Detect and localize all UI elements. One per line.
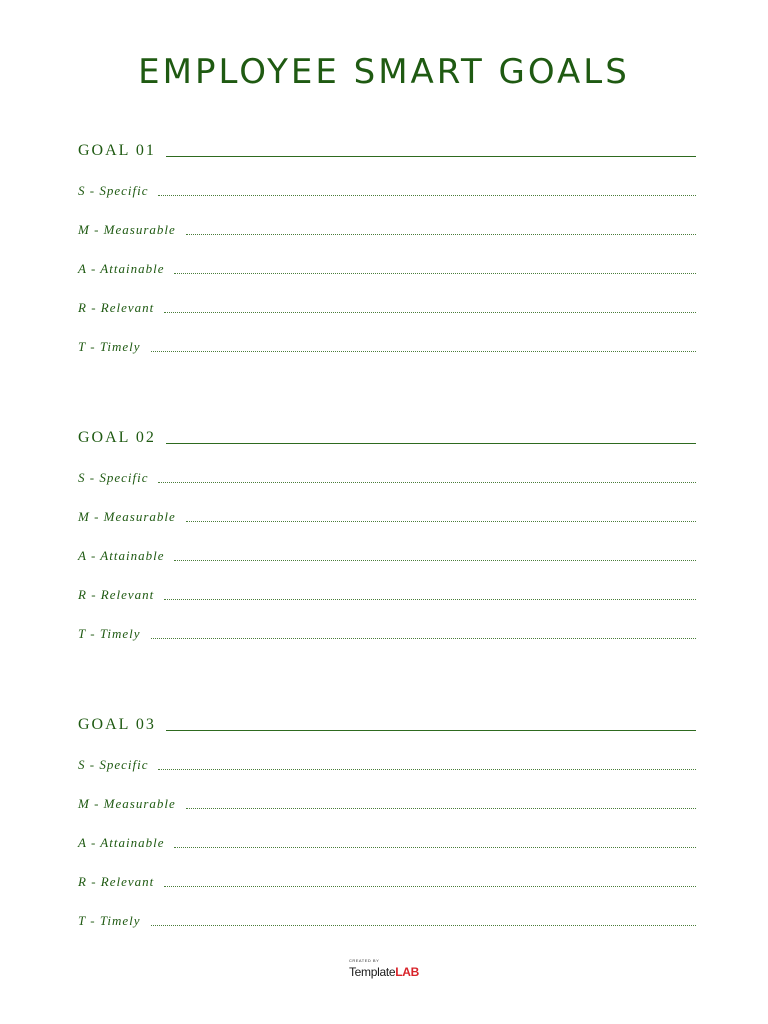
criteria-label: M - Measurable: [78, 509, 176, 524]
criteria-row-specific: [78, 177, 696, 199]
criteria-row-specific: [78, 464, 696, 486]
goal-label: GOAL 02: [78, 429, 156, 446]
goal-label: GOAL 01: [78, 142, 156, 159]
criteria-row-relevant: [78, 294, 696, 316]
criteria-row-timely: [78, 333, 696, 355]
goal-header: [78, 712, 696, 734]
criteria-label: R - Relevant: [78, 300, 155, 315]
logo-template-text: Template: [348, 965, 396, 979]
logo-wordmark: [349, 965, 419, 979]
goal-input-line[interactable]: [166, 156, 696, 157]
logo-created-by: CREATED BY: [348, 958, 380, 963]
criteria-label: S - Specific: [78, 183, 149, 198]
goal-header: [78, 425, 696, 447]
criteria-input-line[interactable]: [164, 886, 696, 887]
criteria-input-line[interactable]: [151, 925, 697, 926]
goal-section-3: [78, 712, 696, 946]
criteria-input-line[interactable]: [164, 599, 696, 600]
criteria-label: S - Specific: [78, 470, 149, 485]
page-title: EMPLOYEE SMART GOALS: [138, 52, 630, 92]
criteria-label: R - Relevant: [78, 587, 155, 602]
criteria-row-attainable: [78, 829, 696, 851]
criteria-input-line[interactable]: [186, 521, 696, 522]
goal-input-line[interactable]: [166, 443, 696, 444]
criteria-row-attainable: [78, 542, 696, 564]
goal-header: [78, 138, 696, 160]
criteria-label: S - Specific: [78, 757, 149, 772]
criteria-label: T - Timely: [78, 626, 141, 641]
criteria-row-measurable: [78, 503, 696, 525]
criteria-input-line[interactable]: [158, 769, 696, 770]
criteria-row-relevant: [78, 868, 696, 890]
criteria-label: T - Timely: [78, 913, 141, 928]
criteria-label: T - Timely: [78, 339, 141, 354]
criteria-label: M - Measurable: [78, 796, 176, 811]
criteria-input-line[interactable]: [174, 847, 696, 848]
criteria-input-line[interactable]: [174, 560, 696, 561]
goal-section-2: [78, 425, 696, 659]
goal-label: GOAL 03: [78, 716, 156, 733]
logo-wrapper: [349, 958, 419, 981]
criteria-row-timely: [78, 907, 696, 929]
criteria-label: R - Relevant: [78, 874, 155, 889]
criteria-input-line[interactable]: [151, 351, 697, 352]
criteria-input-line[interactable]: [158, 482, 696, 483]
criteria-row-measurable: [78, 216, 696, 238]
templatelab-logo: [0, 958, 768, 981]
criteria-row-attainable: [78, 255, 696, 277]
criteria-input-line[interactable]: [186, 808, 696, 809]
criteria-input-line[interactable]: [174, 273, 696, 274]
logo-lab-text: LAB: [395, 965, 420, 979]
criteria-row-timely: [78, 620, 696, 642]
criteria-row-relevant: [78, 581, 696, 603]
criteria-label: A - Attainable: [78, 261, 165, 276]
criteria-input-line[interactable]: [151, 638, 697, 639]
goal-section-1: [78, 138, 696, 372]
criteria-row-measurable: [78, 790, 696, 812]
criteria-input-line[interactable]: [186, 234, 696, 235]
criteria-input-line[interactable]: [158, 195, 696, 196]
goal-input-line[interactable]: [166, 730, 696, 731]
criteria-label: A - Attainable: [78, 548, 165, 563]
criteria-input-line[interactable]: [164, 312, 696, 313]
criteria-row-specific: [78, 751, 696, 773]
criteria-label: M - Measurable: [78, 222, 176, 237]
criteria-label: A - Attainable: [78, 835, 165, 850]
